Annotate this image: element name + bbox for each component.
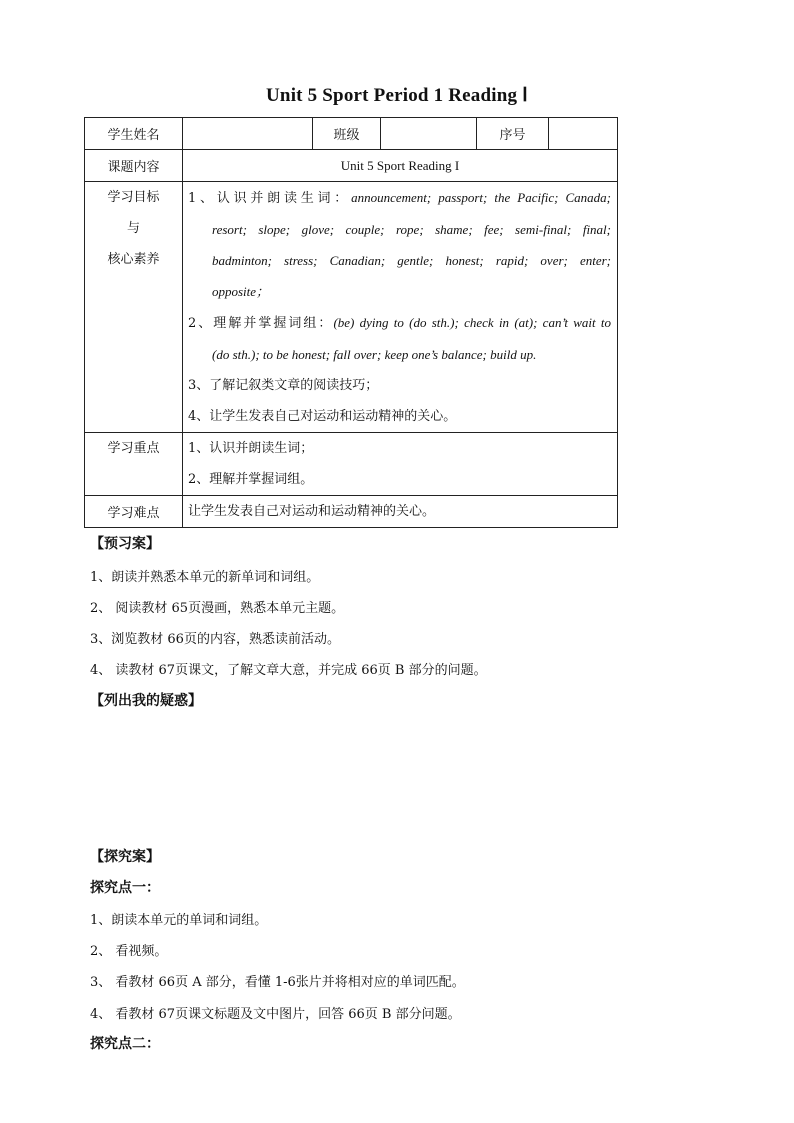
doubts-heading: 【列出我的疑惑】 <box>90 693 202 709</box>
goals-label-line3: 核心素养 <box>107 252 160 267</box>
topic-value: Unit 5 Sport Reading I <box>183 150 618 182</box>
goal-1-line-2: resort; slope; glove; couple; rope; shame; fee; semi-final; final; <box>212 222 611 237</box>
goal-4: 4、让学生发表自己对运动和运动精神的关心。 <box>188 409 457 424</box>
difficulty-label: 学习难点 <box>85 496 183 528</box>
explore-item-2: 2、 看视频。 <box>90 944 168 959</box>
explore-point-1: 探究点一： <box>90 880 160 896</box>
goal-1-line-3: badminton; stress; Canadian; gentle; honest; rapid; over; enter; <box>212 253 611 268</box>
goal-2-line-1 <box>188 307 611 339</box>
explore-item-1: 1、朗读本单元的单词和词组。 <box>90 913 268 928</box>
goals-label-line1: 学习目标 <box>107 190 160 205</box>
explore-point-2: 探究点二： <box>90 1036 160 1052</box>
goal-2-prefix: 2、理解并掌握词组： <box>188 316 334 331</box>
preview-item-2: 2、 阅读教材 65页漫画，熟悉本单元主题。 <box>90 601 345 616</box>
focus-label: 学习重点 <box>85 433 183 496</box>
focus-row <box>85 433 618 496</box>
difficulty-value: 让学生发表自己对运动和运动精神的关心。 <box>183 496 618 528</box>
goal-1-prefix: 1、认识并朗读生词： <box>188 191 352 206</box>
focus-item-2: 2、理解并掌握词组。 <box>188 472 314 487</box>
preview-heading: 【预习案】 <box>90 536 160 552</box>
goals-label-line2: 与 <box>126 221 140 236</box>
info-table <box>84 117 618 528</box>
explore-item-4: 4、 看教材 67页课文标题及文中图片，回答 66页 B 部分问题。 <box>90 1007 461 1022</box>
goals-content <box>183 182 618 433</box>
goal-1-line-4: opposite； <box>212 284 270 299</box>
seq-field[interactable] <box>549 118 618 150</box>
focus-content <box>183 433 618 496</box>
preview-item-1: 1、朗读并熟悉本单元的新单词和词组。 <box>90 570 320 585</box>
explore-item-3: 3、 看教材 66页 A 部分，看懂 1-6张片并将相对应的单词匹配。 <box>90 975 465 990</box>
student-name-field[interactable] <box>183 118 313 150</box>
class-field[interactable] <box>381 118 477 150</box>
goal-2-line-2: (do sth.); to be honest; fall over; keep one’s balance; build up. <box>212 347 537 362</box>
focus-item-1: 1、认识并朗读生词； <box>188 441 314 456</box>
goal-1-words: announcement; passport; the Pacific; Canada; <box>351 190 611 205</box>
page-title: Unit 5 Sport Period 1 Reading Ⅰ <box>266 85 528 106</box>
goal-3: 3、了解记叙类文章的阅读技巧； <box>188 378 379 393</box>
preview-item-4: 4、 读教材 67页课文，了解文章大意，并完成 66页 B 部分的问题。 <box>90 663 487 678</box>
student-info-row <box>85 118 618 150</box>
goals-row <box>85 182 618 433</box>
seq-label: 序号 <box>477 118 549 150</box>
student-name-label: 学生姓名 <box>85 118 183 150</box>
goal-1-line-1 <box>188 182 611 214</box>
difficulty-row <box>85 496 618 528</box>
preview-item-3: 3、浏览教材 66页的内容，熟悉读前活动。 <box>90 632 340 647</box>
explore-heading: 【探究案】 <box>90 849 160 865</box>
goal-2-words: (be) dying to (do sth.); check in (at); can’t wait to <box>333 315 611 330</box>
class-label: 班级 <box>313 118 381 150</box>
topic-label: 课题内容 <box>85 150 183 182</box>
topic-row <box>85 150 618 182</box>
goals-label <box>85 182 183 433</box>
